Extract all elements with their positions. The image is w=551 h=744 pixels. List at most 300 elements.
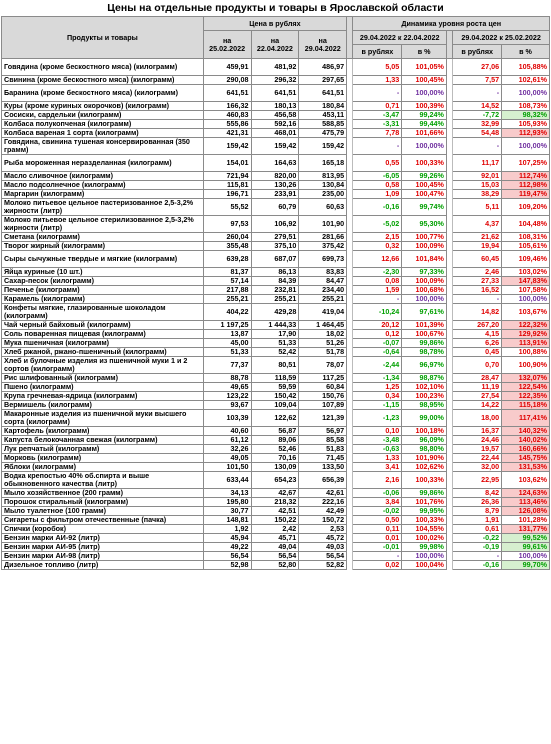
price-feb: 56,54 xyxy=(203,552,251,561)
product-name: Сахар-песок (килограмм) xyxy=(2,277,204,286)
price-apr29: 419,04 xyxy=(299,304,347,321)
price-apr22: 52,80 xyxy=(251,561,299,570)
week-change-pct: 102,62% xyxy=(402,463,447,472)
week-change-pct: 100,00% xyxy=(402,85,447,102)
price-apr22: 150,22 xyxy=(251,516,299,525)
price-apr29: 588,85 xyxy=(299,120,347,129)
period-change-pct: 101,28% xyxy=(502,516,550,525)
price-apr29: 453,11 xyxy=(299,111,347,120)
period-change-pct: 100,00% xyxy=(502,138,550,155)
pct-header-1: в % xyxy=(402,45,447,59)
period-change-pct: 145,75% xyxy=(502,454,550,463)
table-row xyxy=(2,155,550,172)
table-row xyxy=(2,268,550,277)
period-change-pct: 132,07% xyxy=(502,374,550,383)
period-change-rub: 0,70 xyxy=(453,357,502,374)
week-change-rub: 0,02 xyxy=(353,561,402,570)
product-name: Порошок стиральный (килограмм) xyxy=(2,498,204,507)
price-apr22: 70,16 xyxy=(251,454,299,463)
price-apr29: 222,16 xyxy=(299,498,347,507)
period-change-pct: 160,66% xyxy=(502,445,550,454)
product-name: Картофель (килограмм) xyxy=(2,427,204,436)
week-change-rub: -2,30 xyxy=(353,268,402,277)
period-change-rub: 19,57 xyxy=(453,445,502,454)
product-name: Конфеты мягкие, глазированные шоколадом (килограмм) xyxy=(2,304,204,321)
price-feb: 639,28 xyxy=(203,251,251,268)
price-feb: 55,52 xyxy=(203,199,251,216)
period-change-pct: 99,61% xyxy=(502,543,550,552)
price-apr29: 42,49 xyxy=(299,507,347,516)
period-change-rub: - xyxy=(453,85,502,102)
price-feb: 34,13 xyxy=(203,489,251,498)
price-apr22: 109,04 xyxy=(251,401,299,410)
week-change-rub: -1,34 xyxy=(353,374,402,383)
price-apr22: 164,63 xyxy=(251,155,299,172)
table-row xyxy=(2,357,550,374)
week-change-rub: -3,31 xyxy=(353,120,402,129)
period-change-pct: 107,25% xyxy=(502,155,550,172)
week-change-rub: 0,34 xyxy=(353,392,402,401)
price-apr22: 60,79 xyxy=(251,199,299,216)
table-row xyxy=(2,295,550,304)
price-apr29: 297,65 xyxy=(299,76,347,85)
price-apr22: 86,13 xyxy=(251,268,299,277)
period-change-pct: 100,00% xyxy=(502,295,550,304)
price-feb: 49,05 xyxy=(203,454,251,463)
product-name: Печенье (килограмм) xyxy=(2,286,204,295)
period-change-pct: 100,00% xyxy=(502,552,550,561)
week-change-pct: 100,33% xyxy=(402,155,447,172)
price-feb: 93,67 xyxy=(203,401,251,410)
period-change-pct: 100,00% xyxy=(502,85,550,102)
week-change-rub: - xyxy=(353,552,402,561)
period-change-pct: 122,32% xyxy=(502,321,550,330)
period-change-pct: 140,32% xyxy=(502,427,550,436)
product-name: Молоко питьевое цельное стерилизованное 2,5-3,2% жирности (литр) xyxy=(2,216,204,233)
week-change-pct: 99,86% xyxy=(402,489,447,498)
table-row xyxy=(2,199,550,216)
table-row xyxy=(2,348,550,357)
price-feb: 81,37 xyxy=(203,268,251,277)
price-apr22: 1 444,33 xyxy=(251,321,299,330)
product-name: Колбаса полукопченая (килограмм) xyxy=(2,120,204,129)
price-apr29: 813,95 xyxy=(299,172,347,181)
price-feb: 77,37 xyxy=(203,357,251,374)
product-name: Бензин марки АИ-98 (литр) xyxy=(2,552,204,561)
week-change-pct: 95,30% xyxy=(402,216,447,233)
period-change-rub: 267,20 xyxy=(453,321,502,330)
period-change-pct: 109,20% xyxy=(502,199,550,216)
period-change-rub: - xyxy=(453,295,502,304)
week-change-rub: 0,32 xyxy=(353,242,402,251)
price-apr29: 107,89 xyxy=(299,401,347,410)
price-apr22: 232,81 xyxy=(251,286,299,295)
week-change-pct: 101,05% xyxy=(402,59,447,76)
period-change-rub: 26,36 xyxy=(453,498,502,507)
week-change-pct: 97,61% xyxy=(402,304,447,321)
table-row xyxy=(2,534,550,543)
price-apr29: 150,76 xyxy=(299,392,347,401)
period-change-rub: 14,22 xyxy=(453,401,502,410)
week-change-pct: 100,00% xyxy=(402,552,447,561)
price-apr22: 375,10 xyxy=(251,242,299,251)
price-apr22: 592,16 xyxy=(251,120,299,129)
period-change-pct: 113,46% xyxy=(502,498,550,507)
week-change-pct: 100,45% xyxy=(402,181,447,190)
price-apr22: 122,62 xyxy=(251,410,299,427)
period-change-rub: 11,19 xyxy=(453,383,502,392)
period-change-rub: 18,00 xyxy=(453,410,502,427)
price-feb: 196,71 xyxy=(203,190,251,199)
week-change-rub: 0,08 xyxy=(353,277,402,286)
table-row xyxy=(2,561,550,570)
price-table xyxy=(1,16,550,570)
table-row xyxy=(2,392,550,401)
period-change-rub: 22,44 xyxy=(453,454,502,463)
week-change-rub: 1,59 xyxy=(353,286,402,295)
period-change-rub: - xyxy=(453,552,502,561)
week-change-pct: 99,86% xyxy=(402,339,447,348)
week-change-rub: 1,33 xyxy=(353,454,402,463)
table-row xyxy=(2,525,550,534)
product-name: Крупа гречневая-ядрица (килограмм) xyxy=(2,392,204,401)
period-change-pct: 104,48% xyxy=(502,216,550,233)
product-name: Хлеб ржаной, ржано-пшеничный (килограмм) xyxy=(2,348,204,357)
price-apr22: 456,58 xyxy=(251,111,299,120)
price-feb: 49,65 xyxy=(203,383,251,392)
price-apr22: 130,26 xyxy=(251,181,299,190)
table-row xyxy=(2,330,550,339)
period-change-pct: 102,61% xyxy=(502,76,550,85)
table-row xyxy=(2,216,550,233)
table-row xyxy=(2,172,550,181)
price-feb: 61,12 xyxy=(203,436,251,445)
product-name: Мыло хозяйственное (200 грамм) xyxy=(2,489,204,498)
price-feb: 115,81 xyxy=(203,181,251,190)
table-row xyxy=(2,120,550,129)
period-change-rub: 21,62 xyxy=(453,233,502,242)
price-apr22: 255,21 xyxy=(251,295,299,304)
product-name: Творог жирный (килограмм) xyxy=(2,242,204,251)
price-feb: 13,87 xyxy=(203,330,251,339)
price-apr29: 130,84 xyxy=(299,181,347,190)
period-change-pct: 117,41% xyxy=(502,410,550,427)
product-name: Морковь (килограмм) xyxy=(2,454,204,463)
price-apr29: 45,72 xyxy=(299,534,347,543)
week-change-pct: 100,18% xyxy=(402,427,447,436)
week-change-pct: 100,47% xyxy=(402,190,447,199)
period-change-rub: -0,16 xyxy=(453,561,502,570)
table-row xyxy=(2,507,550,516)
product-name: Говядина, свинина тушеная консервированная (350 грамм) xyxy=(2,138,204,155)
week-change-pct: 98,80% xyxy=(402,445,447,454)
price-apr22: 89,06 xyxy=(251,436,299,445)
period-change-pct: 122,35% xyxy=(502,392,550,401)
price-apr22: 49,04 xyxy=(251,543,299,552)
price-apr29: 133,50 xyxy=(299,463,347,472)
period-change-rub: 11,17 xyxy=(453,155,502,172)
table-row xyxy=(2,552,550,561)
week-change-rub: 0,58 xyxy=(353,181,402,190)
header-row-1 xyxy=(2,17,550,31)
period-change-rub: 16,37 xyxy=(453,427,502,436)
table-row xyxy=(2,410,550,427)
week-change-pct: 100,00% xyxy=(402,138,447,155)
period-change-pct: 107,58% xyxy=(502,286,550,295)
price-apr29: 375,42 xyxy=(299,242,347,251)
price-apr22: 279,51 xyxy=(251,233,299,242)
rub-header-1: в рублях xyxy=(353,45,402,59)
table-row xyxy=(2,427,550,436)
price-apr22: 687,07 xyxy=(251,251,299,268)
week-change-rub: - xyxy=(353,295,402,304)
price-feb: 40,60 xyxy=(203,427,251,436)
period-change-pct: 115,18% xyxy=(502,401,550,410)
price-apr22: 45,71 xyxy=(251,534,299,543)
price-feb: 49,22 xyxy=(203,543,251,552)
price-feb: 217,88 xyxy=(203,286,251,295)
week-change-pct: 100,45% xyxy=(402,76,447,85)
week-change-pct: 100,33% xyxy=(402,472,447,489)
table-row xyxy=(2,436,550,445)
price-apr29: 51,26 xyxy=(299,339,347,348)
price-apr29: 159,42 xyxy=(299,138,347,155)
week-change-rub: 0,55 xyxy=(353,155,402,172)
week-change-pct: 97,33% xyxy=(402,268,447,277)
table-row xyxy=(2,321,550,330)
price-apr22: 218,32 xyxy=(251,498,299,507)
price-feb: 52,98 xyxy=(203,561,251,570)
period-change-rub: 14,52 xyxy=(453,102,502,111)
price-apr22: 84,39 xyxy=(251,277,299,286)
table-row xyxy=(2,445,550,454)
price-apr29: 1 464,45 xyxy=(299,321,347,330)
price-apr29: 51,78 xyxy=(299,348,347,357)
week-change-rub: 0,12 xyxy=(353,330,402,339)
price-apr29: 78,07 xyxy=(299,357,347,374)
period-change-pct: 112,93% xyxy=(502,129,550,138)
table-row xyxy=(2,286,550,295)
price-apr29: 56,54 xyxy=(299,552,347,561)
price-feb: 404,22 xyxy=(203,304,251,321)
period-change-pct: 122,54% xyxy=(502,383,550,392)
product-name: Лук репчатый (килограмм) xyxy=(2,445,204,454)
table-row xyxy=(2,138,550,155)
week-change-rub: -3,47 xyxy=(353,111,402,120)
period-change-rub: 6,26 xyxy=(453,339,502,348)
week-change-rub: 0,01 xyxy=(353,534,402,543)
table-row xyxy=(2,111,550,120)
period-change-rub: 5,11 xyxy=(453,199,502,216)
price-feb: 421,31 xyxy=(203,129,251,138)
price-apr22: 118,59 xyxy=(251,374,299,383)
price-apr29: 121,39 xyxy=(299,410,347,427)
price-apr22: 42,67 xyxy=(251,489,299,498)
week-change-rub: -3,48 xyxy=(353,436,402,445)
period-change-pct: 100,88% xyxy=(502,348,550,357)
prices-header: Цена в рублях xyxy=(203,17,346,31)
product-name: Карамель (килограмм) xyxy=(2,295,204,304)
table-row xyxy=(2,498,550,507)
week-change-pct: 100,00% xyxy=(402,295,447,304)
table-row xyxy=(2,383,550,392)
price-apr22: 17,90 xyxy=(251,330,299,339)
price-feb: 159,42 xyxy=(203,138,251,155)
product-name: Рис шлифованный (килограмм) xyxy=(2,374,204,383)
period-change-pct: 99,52% xyxy=(502,534,550,543)
price-apr22: 233,91 xyxy=(251,190,299,199)
table-row xyxy=(2,129,550,138)
price-apr29: 42,61 xyxy=(299,489,347,498)
period-change-rub: 27,54 xyxy=(453,392,502,401)
table-row xyxy=(2,181,550,190)
week-change-pct: 96,09% xyxy=(402,436,447,445)
price-apr22: 106,92 xyxy=(251,216,299,233)
week-change-pct: 100,67% xyxy=(402,330,447,339)
price-feb: 355,48 xyxy=(203,242,251,251)
week-change-rub: -0,01 xyxy=(353,543,402,552)
week-change-pct: 100,77% xyxy=(402,233,447,242)
price-feb: 555,86 xyxy=(203,120,251,129)
table-row xyxy=(2,242,550,251)
period-change-rub: 22,95 xyxy=(453,472,502,489)
price-apr29: 486,97 xyxy=(299,59,347,76)
period-change-pct: 105,93% xyxy=(502,120,550,129)
table-row xyxy=(2,454,550,463)
price-feb: 97,53 xyxy=(203,216,251,233)
period-change-pct: 108,31% xyxy=(502,233,550,242)
week-change-rub: -0,02 xyxy=(353,507,402,516)
price-apr22: 52,42 xyxy=(251,348,299,357)
price-apr22: 56,87 xyxy=(251,427,299,436)
week-change-rub: 0,50 xyxy=(353,516,402,525)
product-name: Хлеб и булочные изделия из пшеничной муки 1 и 2 сортов (килограмм) xyxy=(2,357,204,374)
week-change-pct: 99,00% xyxy=(402,410,447,427)
period-change-rub: 60,45 xyxy=(453,251,502,268)
product-name: Сосиски, сардельки (килограмм) xyxy=(2,111,204,120)
table-row xyxy=(2,76,550,85)
price-feb: 255,21 xyxy=(203,295,251,304)
price-feb: 123,22 xyxy=(203,392,251,401)
table-row xyxy=(2,233,550,242)
week-change-pct: 99,44% xyxy=(402,120,447,129)
period-change-rub: 7,57 xyxy=(453,76,502,85)
product-name: Сыры сычужные твердые и мягкие (килограмм) xyxy=(2,251,204,268)
price-apr22: 80,51 xyxy=(251,357,299,374)
table-row xyxy=(2,190,550,199)
table-row xyxy=(2,516,550,525)
price-apr29: 699,73 xyxy=(299,251,347,268)
price-feb: 1,92 xyxy=(203,525,251,534)
period-change-rub: 27,33 xyxy=(453,277,502,286)
price-feb: 51,33 xyxy=(203,348,251,357)
week-change-rub: -1,23 xyxy=(353,410,402,427)
week-change-rub: -0,06 xyxy=(353,489,402,498)
week-change-rub: 0,10 xyxy=(353,427,402,436)
period-change-rub: -7,72 xyxy=(453,111,502,120)
week-change-rub: -0,07 xyxy=(353,339,402,348)
price-apr22: 481,92 xyxy=(251,59,299,76)
week-change-pct: 100,39% xyxy=(402,102,447,111)
price-feb: 641,51 xyxy=(203,85,251,102)
price-apr22: 56,54 xyxy=(251,552,299,561)
price-apr29: 84,47 xyxy=(299,277,347,286)
price-apr22: 468,01 xyxy=(251,129,299,138)
product-name: Куры (кроме куриных окорочков) (килограмм) xyxy=(2,102,204,111)
price-feb: 101,50 xyxy=(203,463,251,472)
week-change-pct: 101,84% xyxy=(402,251,447,268)
week-change-pct: 100,02% xyxy=(402,534,447,543)
table-row xyxy=(2,85,550,102)
week-change-pct: 101,66% xyxy=(402,129,447,138)
period-change-rub: 16,52 xyxy=(453,286,502,295)
period-change-pct: 119,47% xyxy=(502,190,550,199)
week-change-rub: 3,84 xyxy=(353,498,402,507)
week-change-rub: -0,64 xyxy=(353,348,402,357)
period-change-pct: 126,08% xyxy=(502,507,550,516)
period-change-pct: 129,92% xyxy=(502,330,550,339)
week-change-pct: 98,78% xyxy=(402,348,447,357)
price-feb: 57,14 xyxy=(203,277,251,286)
period-change-rub: 8,42 xyxy=(453,489,502,498)
table-row xyxy=(2,102,550,111)
period-change-pct: 131,53% xyxy=(502,463,550,472)
week-change-pct: 98,95% xyxy=(402,401,447,410)
product-name: Масло подсолнечное (килограмм) xyxy=(2,181,204,190)
period-change-pct: 147,83% xyxy=(502,277,550,286)
price-apr29: 281,66 xyxy=(299,233,347,242)
price-apr22: 180,13 xyxy=(251,102,299,111)
week-change-pct: 101,76% xyxy=(402,498,447,507)
price-feb: 260,04 xyxy=(203,233,251,242)
price-apr29: 475,79 xyxy=(299,129,347,138)
period-change-pct: 131,77% xyxy=(502,525,550,534)
week-change-rub: 1,33 xyxy=(353,76,402,85)
week-change-rub: -0,16 xyxy=(353,199,402,216)
period-change-pct: 103,02% xyxy=(502,268,550,277)
price-feb: 459,91 xyxy=(203,59,251,76)
period-change-rub: 0,61 xyxy=(453,525,502,534)
dynamics-header: Динамика уровня роста цен xyxy=(353,17,550,31)
table-row xyxy=(2,251,550,268)
period-change-pct: 112,74% xyxy=(502,172,550,181)
period-change-rub: 27,06 xyxy=(453,59,502,76)
week-change-rub: 1,09 xyxy=(353,190,402,199)
price-apr29: 234,40 xyxy=(299,286,347,295)
week-change-pct: 96,97% xyxy=(402,357,447,374)
price-apr29: 2,53 xyxy=(299,525,347,534)
product-name: Вермишель (килограмм) xyxy=(2,401,204,410)
period-change-pct: 113,91% xyxy=(502,339,550,348)
period-change-rub: 24,46 xyxy=(453,436,502,445)
product-name: Колбаса вареная 1 сорта (килограмм) xyxy=(2,129,204,138)
period-change-rub: 28,47 xyxy=(453,374,502,383)
product-name: Соль поваренная пищевая (килограмм) xyxy=(2,330,204,339)
period-change-rub: -0,22 xyxy=(453,534,502,543)
date-header-1: на 25.02.2022 xyxy=(203,31,251,59)
price-feb: 166,32 xyxy=(203,102,251,111)
period-change-rub: 92,01 xyxy=(453,172,502,181)
price-apr29: 71,45 xyxy=(299,454,347,463)
period-change-rub: 15,03 xyxy=(453,181,502,190)
period-change-rub: 19,94 xyxy=(453,242,502,251)
period-change-rub: 2,46 xyxy=(453,268,502,277)
products-header: Продукты и товары xyxy=(2,17,204,59)
product-name: Чай черный байховый (килограмм) xyxy=(2,321,204,330)
table-row xyxy=(2,374,550,383)
table-row xyxy=(2,543,550,552)
price-feb: 195,80 xyxy=(203,498,251,507)
